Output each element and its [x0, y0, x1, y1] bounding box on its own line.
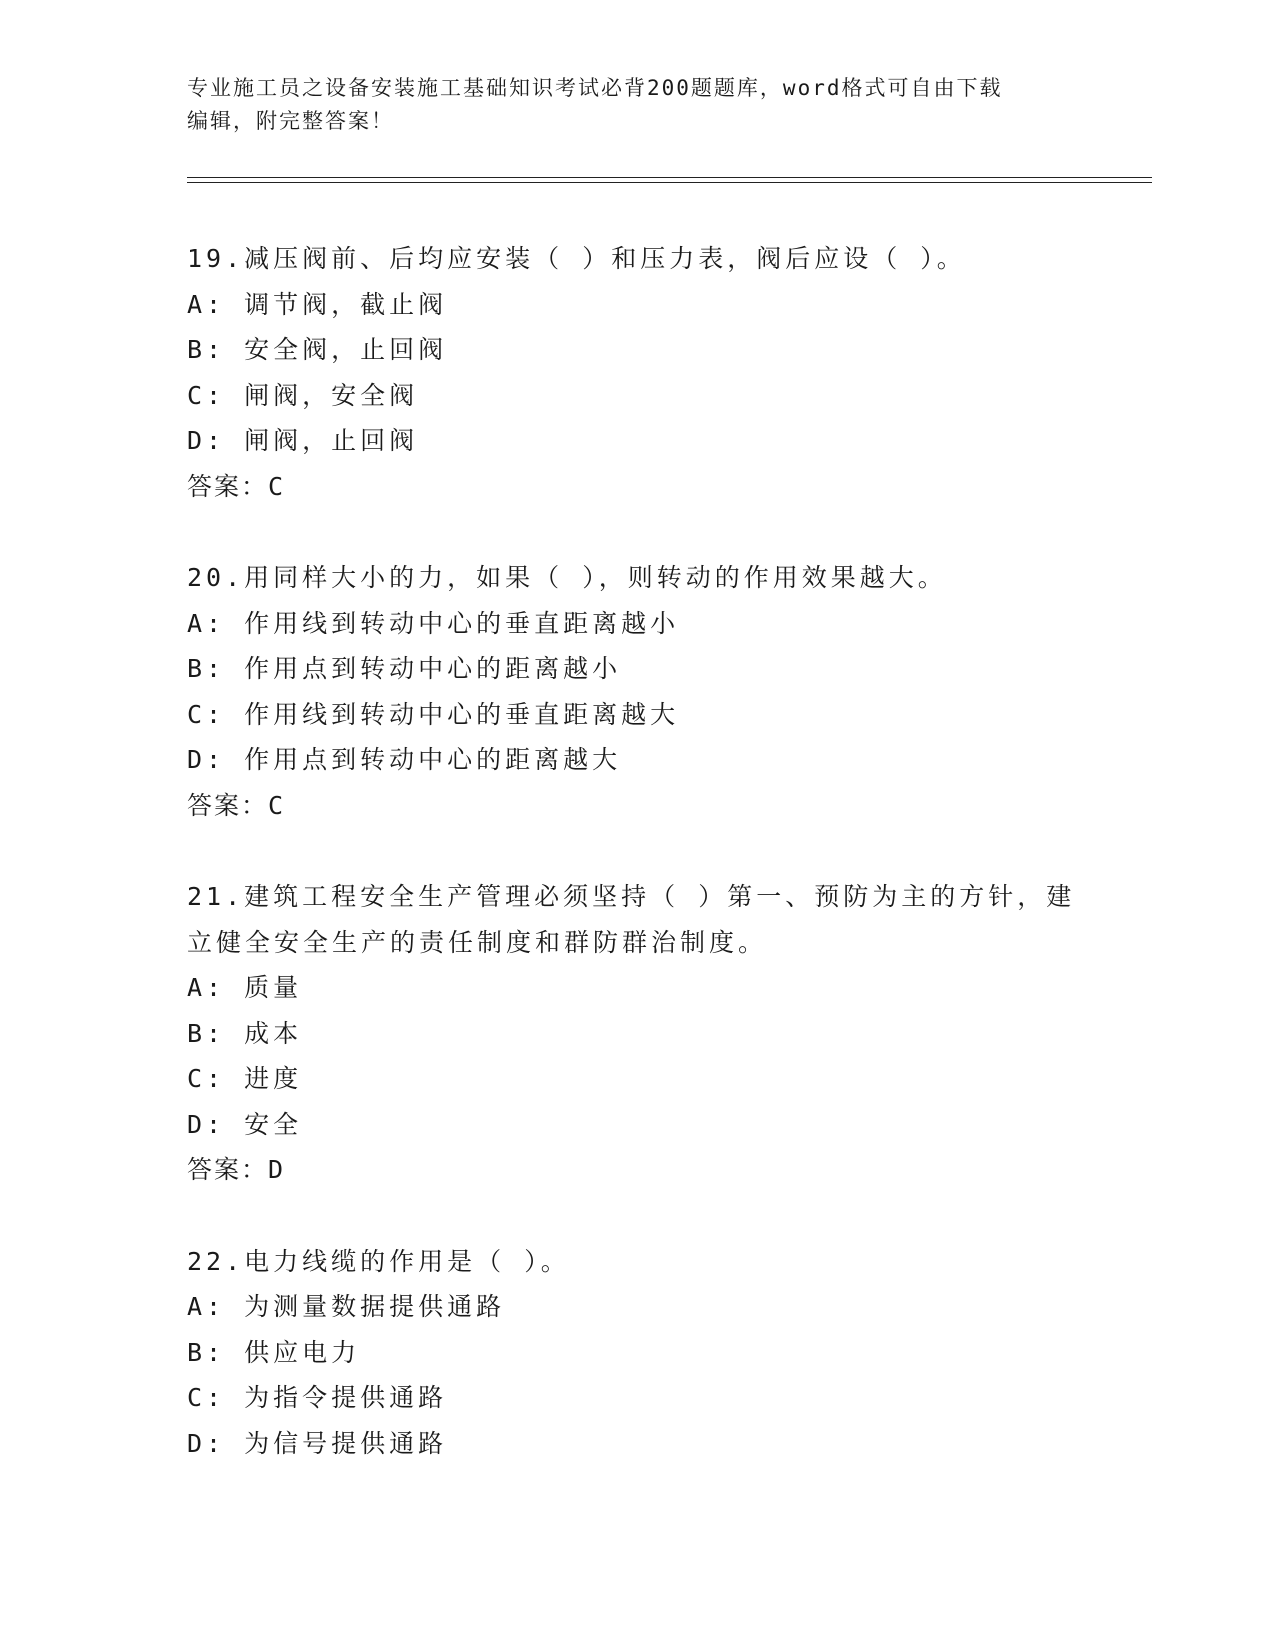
answer-text: 答案：C — [187, 790, 286, 820]
header-title-line-2: 编辑，附完整答案！ — [187, 109, 394, 133]
option-b: B: 供应电力 — [187, 1337, 361, 1367]
option-d: D: 闸阀，止回阀 — [187, 426, 419, 455]
question-stem: 19.减压阀前、后均应安装（ ）和压力表，阀后应设（ ）。 — [187, 244, 966, 273]
question-20 — [187, 555, 1087, 828]
question-19 — [187, 236, 1087, 509]
header-rule-bottom — [187, 182, 1152, 183]
option-c: C: 进度 — [187, 1064, 303, 1093]
option-d: D: 作用点到转动中心的距离越大 — [187, 745, 622, 774]
option-b: B: 成本 — [187, 1018, 303, 1048]
header-rule-top — [187, 177, 1152, 178]
option-a: A: 作用线到转动中心的垂直距离越小 — [187, 608, 680, 638]
option-a: A: 质量 — [187, 973, 303, 1002]
question-22 — [187, 1239, 1087, 1467]
option-c: C: 为指令提供通路 — [187, 1383, 448, 1412]
question-stem: 22.电力线缆的作用是（ ）。 — [187, 1246, 570, 1276]
document-header — [187, 72, 1087, 138]
option-c: C: 作用线到转动中心的垂直距离越大 — [187, 699, 680, 729]
option-c: C: 闸阀，安全阀 — [187, 380, 419, 410]
option-b: B: 作用点到转动中心的距离越小 — [187, 654, 622, 683]
answer-text: 答案：C — [187, 471, 286, 501]
question-stem: 20.用同样大小的力，如果（ ），则转动的作用效果越大。 — [187, 563, 947, 592]
question-list — [187, 236, 1087, 1512]
answer-text: 答案：D — [187, 1155, 286, 1184]
header-title-line-1: 专业施工员之设备安装施工基础知识考试必背200题题库，word格式可自由下载 — [187, 76, 1003, 100]
option-d: D: 安全 — [187, 1109, 303, 1139]
question-stem: 21.建筑工程安全生产管理必须坚持（ ）第一、预防为主的方针，建立健全安全生产的责任制度和群防群治制度。 — [187, 882, 1076, 957]
option-a: A: 调节阀，截止阀 — [187, 289, 448, 319]
option-d: D: 为信号提供通路 — [187, 1428, 448, 1458]
question-21 — [187, 874, 1087, 1193]
option-b: B: 安全阀，止回阀 — [187, 335, 448, 364]
option-a: A: 为测量数据提供通路 — [187, 1292, 506, 1321]
